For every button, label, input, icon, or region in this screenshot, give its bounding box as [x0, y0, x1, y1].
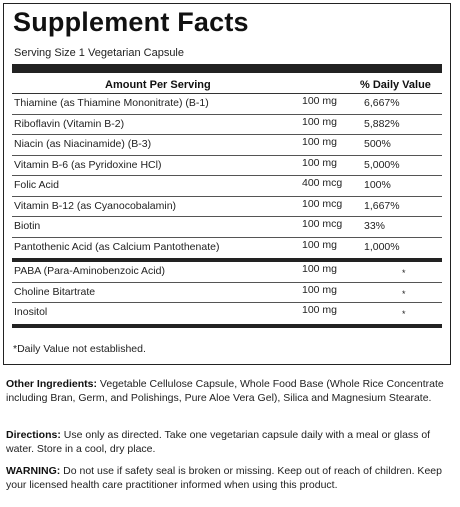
amount-per-serving-header: Amount Per Serving — [105, 79, 211, 91]
serving-size: Serving Size 1 Vegetarian Capsule — [14, 47, 184, 59]
ingredient-dv: * — [402, 288, 406, 299]
nutrient-dv: 1,000% — [364, 240, 400, 253]
ingredient-amount: 100 mg — [302, 283, 338, 296]
nutrient-row — [12, 217, 442, 238]
other-ingredient-row — [12, 262, 442, 283]
directions-label: Directions: — [6, 429, 61, 441]
nutrient-dv: 33% — [364, 220, 386, 232]
supplement-facts-panel — [3, 3, 451, 365]
daily-value-footnote: *Daily Value not established. — [13, 343, 146, 355]
other-ingredients-text — [6, 378, 452, 405]
nutrient-amount: 400 mcg — [302, 177, 343, 189]
nutrient-dv: 1,667% — [364, 199, 400, 212]
nutrient-amount: 100 mg — [302, 115, 338, 128]
ingredient-amount: 100 mg — [302, 304, 338, 316]
panel-title: Supplement Facts — [13, 7, 249, 37]
ingredient-dv: * — [402, 309, 406, 319]
nutrient-name: Pantothenic Acid (as Calcium Pantothenate) — [14, 240, 220, 253]
ingredient-name: PABA (Para-Aminobenzoic Acid) — [14, 265, 165, 277]
ingredient-name: Choline Bitartrate — [14, 285, 96, 298]
nutrient-name: Biotin — [14, 220, 41, 232]
nutrient-row — [12, 238, 442, 259]
directions-body: Use only as directed. Take one vegetarian capsule daily with a meal or glass of water. Store in a cool, dry place. — [6, 429, 431, 455]
nutrient-amount: 100 mcg — [302, 218, 343, 230]
other-ingredient-row — [12, 283, 442, 304]
nutrient-name: Folic Acid — [14, 179, 59, 191]
nutrient-name: Thiamine (as Thiamine Mononitrate) (B-1) — [14, 97, 209, 109]
nutrient-row — [12, 197, 442, 218]
nutrient-name: Niacin (as Niacinamide) (B-3) — [14, 138, 152, 150]
nutrient-dv: 5,000% — [364, 158, 400, 171]
other-ingredients-body: Vegetable Cellulose Capsule, Whole Food Base (Whole Rice Concentrate including Bran, Germ, and Polishings, Pure Aloe Vera Gel), Silica and Magnesium Stearate. — [6, 378, 444, 404]
nutrient-name: Vitamin B-6 (as Pyridoxine HCl) — [14, 158, 162, 171]
nutrient-dv: 100% — [364, 179, 391, 191]
warning-label: WARNING: — [6, 465, 61, 477]
warning-text — [6, 465, 452, 492]
nutrient-amount: 100 mg — [302, 238, 338, 251]
nutrient-amount: 100 mcg — [302, 197, 343, 210]
nutrient-dv: 6,667% — [364, 97, 400, 109]
nutrient-amount: 100 mg — [302, 136, 338, 148]
nutrient-dv: 5,882% — [364, 117, 400, 130]
nutrient-row — [12, 135, 442, 156]
nutrient-name: Riboflavin (Vitamin B-2) — [14, 117, 125, 130]
nutrient-dv: 500% — [364, 138, 391, 150]
ingredient-name: Inositol — [14, 306, 48, 318]
nutrient-name: Vitamin B-12 (as Cyanocobalamin) — [14, 199, 177, 212]
nutrient-row — [12, 115, 442, 136]
daily-value-header: % Daily Value — [360, 79, 431, 91]
other-ingredients-label: Other Ingredients: — [6, 378, 98, 390]
ingredient-dv: * — [402, 268, 406, 278]
nutrient-amount: 100 mg — [302, 156, 338, 169]
nutrient-row — [12, 94, 442, 115]
warning-body: Do not use if safety seal is broken or missing. Keep out of reach of children. Keep your licensed health care practitioner informed when using this product. — [6, 465, 442, 491]
ingredient-amount: 100 mg — [302, 263, 338, 275]
nutrient-row — [12, 156, 442, 177]
nutrient-amount: 100 mg — [302, 95, 338, 107]
nutrient-row — [12, 176, 442, 197]
other-ingredient-row — [12, 303, 442, 324]
thick-divider — [12, 64, 442, 73]
directions-text — [6, 429, 452, 456]
thick-divider — [12, 324, 442, 328]
